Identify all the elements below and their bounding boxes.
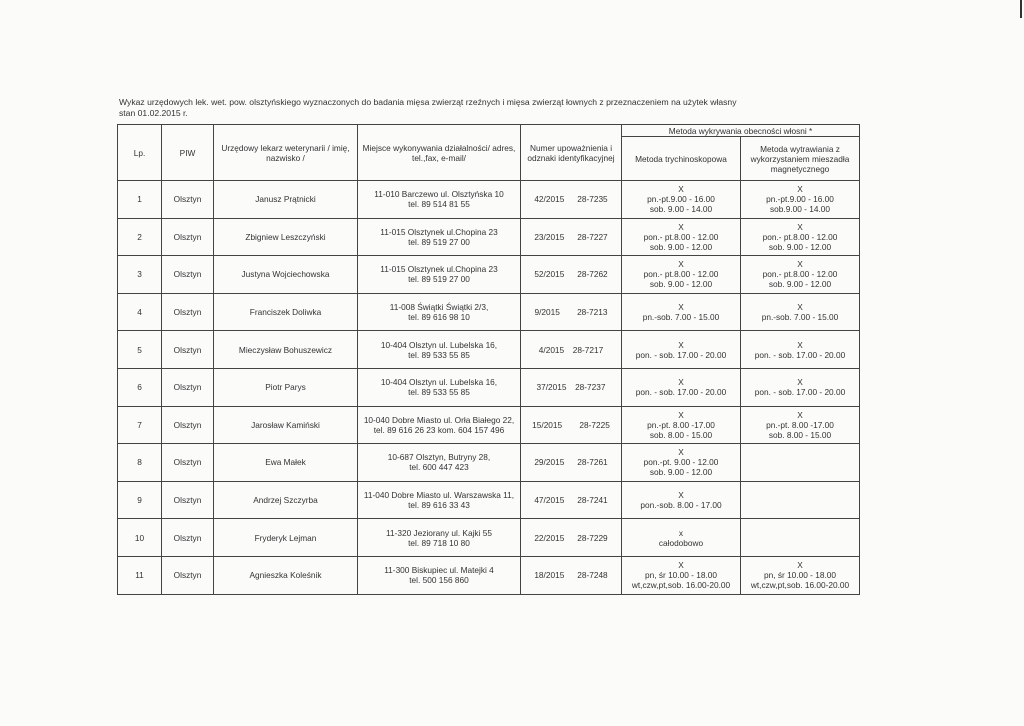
veterinarians-table (117, 124, 860, 595)
cell-method-magnetic (741, 218, 860, 256)
cell-place (358, 331, 521, 369)
method-hours: pon. - sob. 17.00 - 20.00 (754, 349, 846, 360)
method-hours: pn, śr 10.00 - 18.00 (764, 570, 836, 581)
cell-method-magnetic (741, 293, 860, 331)
method-hours: pon.-sob. 8.00 - 17.00 (640, 500, 722, 511)
cell-lp: 3 (118, 256, 162, 294)
cell-piw: Olsztyn (162, 256, 214, 294)
cell-vet-name: Janusz Prątnicki (214, 181, 358, 219)
phone-line: tel. 89 616 26 23 kom. 604 157 496 (373, 424, 505, 435)
cell-place (358, 293, 521, 331)
cell-method-magnetic (741, 519, 860, 557)
cell-method-magnetic (741, 256, 860, 294)
method-hours: wt,czw,pt,sob. 16.00-20.00 (631, 580, 731, 591)
cell-authorization: 9/2015 28-7213 (521, 293, 622, 331)
phone-line: tel. 89 519 27 00 (408, 236, 470, 247)
cell-lp: 4 (118, 293, 162, 331)
cell-lp: 10 (118, 519, 162, 557)
header-piw: PIW (162, 125, 214, 181)
cell-lp: 6 (118, 368, 162, 406)
phone-line: tel. 89 718 10 80 (408, 537, 470, 548)
header-lp: Lp. (118, 125, 162, 181)
address-line: 10-687 Olsztyn, Butryny 28, (387, 452, 491, 463)
phone-line: tel. 89 616 98 10 (408, 312, 470, 323)
method-hours: pn.-pt. 8.00 -17.00 (766, 419, 834, 430)
cell-piw: Olsztyn (162, 331, 214, 369)
cell-place (358, 181, 521, 219)
method-hours: pn.-pt.9.00 - 16.00 (766, 194, 834, 205)
method-hours: sob.9.00 - 14.00 (770, 204, 830, 215)
table-row (118, 444, 860, 482)
table-row (118, 331, 860, 369)
cell-authorization: 52/2015 28-7262 (521, 256, 622, 294)
header-vet: Urzędowy lekarz weterynarii / imię, nazwisko / (214, 125, 358, 181)
method-mark: X (678, 339, 684, 350)
cell-vet-name: Jarosław Kamiński (214, 406, 358, 444)
method-mark: X (797, 409, 803, 420)
method-hours: sob. 8.00 - 15.00 (768, 429, 832, 440)
table-row (118, 481, 860, 519)
method-mark: X (797, 377, 803, 388)
cell-place (358, 444, 521, 482)
cell-vet-name: Zbigniew Leszczyński (214, 218, 358, 256)
method-mark: X (678, 221, 684, 232)
cell-method-trichinoscopic (622, 481, 741, 519)
method-mark: X (678, 560, 684, 571)
cell-vet-name: Fryderyk Lejman (214, 519, 358, 557)
table-row (118, 293, 860, 331)
cell-place (358, 256, 521, 294)
cell-piw: Olsztyn (162, 481, 214, 519)
cell-place (358, 406, 521, 444)
cell-piw: Olsztyn (162, 519, 214, 557)
cell-method-trichinoscopic (622, 331, 741, 369)
cell-vet-name: Piotr Parys (214, 368, 358, 406)
method-mark: X (797, 302, 803, 313)
cell-piw: Olsztyn (162, 368, 214, 406)
cell-method-trichinoscopic (622, 556, 741, 594)
cell-vet-name: Andrzej Szczyrba (214, 481, 358, 519)
cell-authorization: 29/2015 28-7261 (521, 444, 622, 482)
cell-piw: Olsztyn (162, 218, 214, 256)
cell-place (358, 481, 521, 519)
cell-authorization: 18/2015 28-7248 (521, 556, 622, 594)
cell-piw: Olsztyn (162, 293, 214, 331)
cell-vet-name: Ewa Małek (214, 444, 358, 482)
cell-authorization: 23/2015 28-7227 (521, 218, 622, 256)
cell-place (358, 519, 521, 557)
cell-method-magnetic (741, 444, 860, 482)
method-mark: X (797, 221, 803, 232)
cell-method-trichinoscopic (622, 444, 741, 482)
method-hours: wt,czw,pt,sob. 16.00-20.00 (750, 580, 850, 591)
cell-lp: 5 (118, 331, 162, 369)
phone-line: tel. 89 533 55 85 (408, 349, 470, 360)
cell-piw: Olsztyn (162, 181, 214, 219)
header-authorization: Numer upoważnienia i odznaki identyfikacyjnej (521, 125, 622, 181)
address-line: 11-320 Jeziorany ul. Kajki 55 (386, 527, 492, 538)
cell-lp: 9 (118, 481, 162, 519)
phone-line: tel. 89 533 55 85 (408, 387, 470, 398)
phone-line: tel. 600 447 423 (409, 462, 469, 473)
cell-authorization: 15/2015 28-7225 (521, 406, 622, 444)
method-hours: sob. 9.00 - 12.00 (649, 467, 713, 478)
table-row (118, 181, 860, 219)
method-mark: X (678, 302, 684, 313)
method-hours: sob. 9.00 - 12.00 (768, 241, 832, 252)
cell-lp: 1 (118, 181, 162, 219)
cell-vet-name: Agnieszka Koleśnik (214, 556, 358, 594)
method-hours: pn.-sob. 7.00 - 15.00 (761, 312, 839, 323)
method-mark: X (797, 259, 803, 270)
cell-vet-name: Franciszek Doliwka (214, 293, 358, 331)
method-hours: pon. - sob. 17.00 - 20.00 (635, 387, 727, 398)
cell-method-magnetic (741, 481, 860, 519)
cell-piw: Olsztyn (162, 406, 214, 444)
phone-line: tel. 89 519 27 00 (408, 274, 470, 285)
cell-method-trichinoscopic (622, 218, 741, 256)
method-mark: X (678, 259, 684, 270)
cell-lp: 11 (118, 556, 162, 594)
method-hours: sob. 9.00 - 12.00 (649, 279, 713, 290)
table-row (118, 406, 860, 444)
cell-authorization: 47/2015 28-7241 (521, 481, 622, 519)
cell-method-trichinoscopic (622, 519, 741, 557)
address-line: 11-015 Olsztynek ul.Chopina 23 (380, 226, 498, 237)
cell-method-magnetic (741, 368, 860, 406)
table-row (118, 256, 860, 294)
heading-line-1: Wykaz urzędowych lek. wet. pow. olsztyńskiego wyznaczonych do badania mięsa zwierząt rzeźnych i mięsa zwierząt łownych z przeznaczeniem na użytek własny (119, 97, 737, 107)
header-place: Miejsce wykonywania działalności/ adres, tel.,fax, e-mail/ (358, 125, 521, 181)
method-hours: całodobowo (658, 537, 704, 548)
cell-method-trichinoscopic (622, 406, 741, 444)
method-hours: pon.- pt.8.00 - 12.00 (762, 231, 838, 242)
cell-method-magnetic (741, 406, 860, 444)
address-line: 11-040 Dobre Miasto ul. Warszawska 11, (363, 490, 515, 501)
table-row (118, 556, 860, 594)
cell-lp: 8 (118, 444, 162, 482)
address-line: 11-015 Olsztynek ul.Chopina 23 (380, 264, 498, 275)
cell-method-magnetic (741, 331, 860, 369)
address-line: 10-040 Dobre Miasto ul. Orła Białego 22, (363, 414, 515, 425)
phone-line: tel. 89 616 33 43 (408, 500, 470, 511)
method-hours: pn, śr 10.00 - 18.00 (645, 570, 717, 581)
method-mark: x (678, 527, 684, 538)
cell-authorization: 22/2015 28-7229 (521, 519, 622, 557)
address-line: 11-008 Świątki Świątki 2/3, (389, 302, 489, 313)
method-hours: pon. - sob. 17.00 - 20.00 (754, 387, 846, 398)
cell-vet-name: Justyna Wojciechowska (214, 256, 358, 294)
address-line: 10-404 Olsztyn ul. Lubelska 16, (380, 377, 498, 388)
method-hours: sob. 9.00 - 12.00 (649, 241, 713, 252)
cell-method-trichinoscopic (622, 368, 741, 406)
method-hours: sob. 9.00 - 14.00 (649, 204, 713, 215)
method-mark: X (678, 409, 684, 420)
cell-lp: 2 (118, 218, 162, 256)
scan-edge-mark (1020, 0, 1022, 18)
method-hours: pon.- pt.8.00 - 12.00 (643, 231, 719, 242)
cell-authorization: 4/2015 28-7217 (521, 331, 622, 369)
cell-method-magnetic (741, 181, 860, 219)
heading-line-2: stan 01.02.2015 r. (119, 108, 188, 118)
cell-place (358, 218, 521, 256)
method-mark: X (678, 447, 684, 458)
cell-method-trichinoscopic (622, 256, 741, 294)
method-mark: X (678, 184, 684, 195)
method-hours: pn.-pt.9.00 - 16.00 (647, 194, 715, 205)
method-mark: X (678, 377, 684, 388)
cell-authorization: 42/2015 28-7235 (521, 181, 622, 219)
table-row (118, 218, 860, 256)
cell-piw: Olsztyn (162, 444, 214, 482)
method-hours: pn.-pt. 8.00 -17.00 (647, 419, 715, 430)
address-line: 10-404 Olsztyn ul. Lubelska 16, (380, 339, 498, 350)
header-method-trichinoscopic: Metoda trychinoskopowa (622, 137, 741, 181)
method-mark: X (797, 184, 803, 195)
cell-method-trichinoscopic (622, 293, 741, 331)
method-mark: X (678, 490, 684, 501)
cell-authorization: 37/2015 28-7237 (521, 368, 622, 406)
method-hours: pon.- pt.8.00 - 12.00 (643, 269, 719, 280)
method-hours: pon. - sob. 17.00 - 20.00 (635, 349, 727, 360)
phone-line: tel. 89 514 81 55 (408, 199, 470, 210)
cell-piw: Olsztyn (162, 556, 214, 594)
cell-method-trichinoscopic (622, 181, 741, 219)
header-method-magnetic: Metoda wytrawiania z wykorzystaniem mieszadła magnetycznego (741, 137, 860, 181)
header-method-group: Metoda wykrywania obecności włosni * (622, 125, 860, 137)
cell-place (358, 556, 521, 594)
cell-place (358, 368, 521, 406)
table-body (118, 181, 860, 595)
table-row (118, 368, 860, 406)
address-line: 11-300 Biskupiec ul. Matejki 4 (384, 565, 494, 576)
cell-lp: 7 (118, 406, 162, 444)
address-line: 11-010 Barczewo ul. Olsztyńska 10 (374, 189, 504, 200)
method-hours: pon.-pt. 9.00 - 12.00 (643, 457, 719, 468)
document-heading (119, 97, 879, 119)
method-mark: X (797, 560, 803, 571)
method-hours: sob. 9.00 - 12.00 (768, 279, 832, 290)
cell-method-magnetic (741, 556, 860, 594)
phone-line: tel. 500 156 860 (409, 575, 469, 586)
table-row (118, 519, 860, 557)
method-hours: pn.-sob. 7.00 - 15.00 (642, 312, 720, 323)
method-mark: X (797, 339, 803, 350)
method-hours: sob. 8.00 - 15.00 (649, 429, 713, 440)
cell-vet-name: Mieczysław Bohuszewicz (214, 331, 358, 369)
method-hours: pon.- pt.8.00 - 12.00 (762, 269, 838, 280)
